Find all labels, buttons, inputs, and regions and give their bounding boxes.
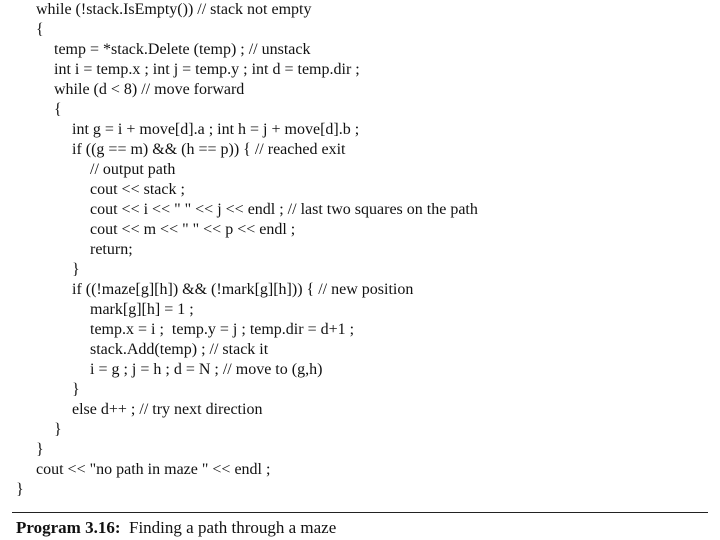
code-line: else d++ ; // try next direction xyxy=(72,401,263,418)
caption-text: Finding a path through a maze xyxy=(120,518,337,537)
figure-caption xyxy=(16,518,336,538)
code-line: temp.x = i ; temp.y = j ; temp.dir = d+1 ; xyxy=(90,321,355,338)
code-line: int g = i + move[d].a ; int h = j + move[d].b ; xyxy=(72,121,360,138)
code-line: cout << "no path in maze " << endl ; xyxy=(36,461,271,478)
code-line: } xyxy=(72,261,80,278)
code-line: stack.Add(temp) ; // stack it xyxy=(90,341,269,358)
code-line: } xyxy=(54,421,62,438)
code-line: // output path xyxy=(90,161,176,178)
code-line: return; xyxy=(90,241,133,258)
code-line: } xyxy=(16,481,24,498)
code-line: while (!stack.IsEmpty()) // stack not empty xyxy=(36,1,312,18)
caption-divider xyxy=(12,512,708,513)
code-line: { xyxy=(36,21,44,38)
code-line: i = g ; j = h ; d = N ; // move to (g,h) xyxy=(90,361,323,378)
caption-label: Program 3.16: xyxy=(16,518,121,537)
code-line: } xyxy=(72,381,80,398)
code-line: { xyxy=(54,101,62,118)
code-line: cout << m << " " << p << endl ; xyxy=(90,221,296,238)
code-line: if ((!maze[g][h]) && (!mark[g][h])) { // new position xyxy=(72,281,414,298)
code-line: mark[g][h] = 1 ; xyxy=(90,301,194,318)
code-line: cout << stack ; xyxy=(90,181,185,198)
code-line: int i = temp.x ; int j = temp.y ; int d = temp.dir ; xyxy=(54,61,360,78)
code-line: temp = *stack.Delete (temp) ; // unstack xyxy=(54,41,311,58)
code-line: } xyxy=(36,441,44,458)
code-line: cout << i << " " << j << endl ; // last two squares on the path xyxy=(90,201,478,218)
code-line: while (d < 8) // move forward xyxy=(54,81,245,98)
code-line: if ((g == m) && (h == p)) { // reached exit xyxy=(72,141,346,158)
